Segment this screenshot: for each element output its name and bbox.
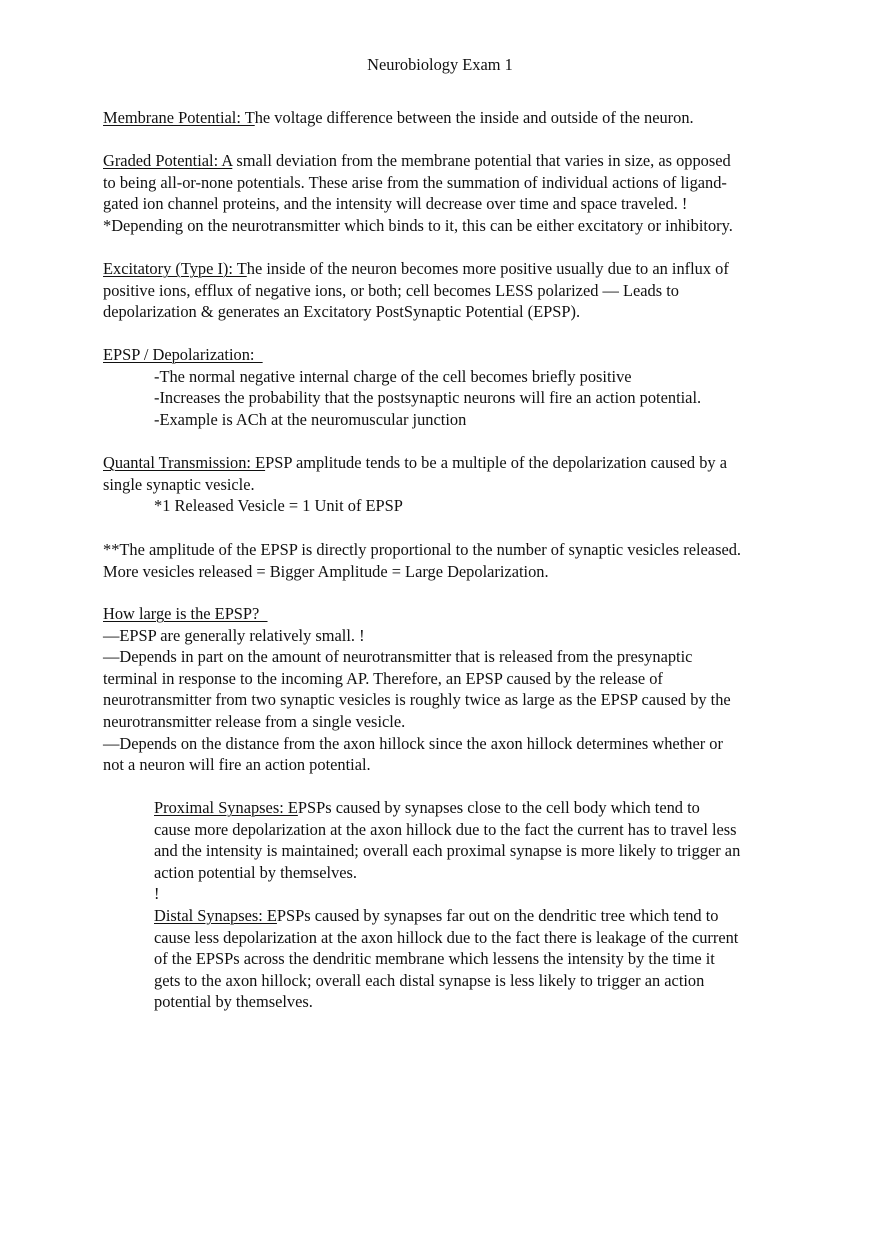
list-item: -Increases the probability that the postsynaptic neurons will fire an action potential. [154, 388, 702, 408]
quantal-text: PSP amplitude tends to be a multiple of the depolarization caused by a [265, 453, 727, 472]
proximal-text: PSPs caused by synapses close to the cell body which tend to [297, 798, 700, 817]
graded-potential-line [103, 150, 793, 172]
quantal-line [103, 452, 793, 474]
how-large-heading-line [103, 603, 793, 625]
text-line: neurotransmitter release from a single vesicle. [103, 711, 406, 731]
membrane-potential-line [103, 107, 793, 129]
text-line: positive ions, efflux of negative ions, or both; cell becomes LESS polarized — Leads to [103, 280, 679, 300]
text-line: gated ion channel proteins, and the intensity will decrease over time and space traveled. ! [103, 194, 688, 214]
proximal-term: Proximal Synapses: E [154, 798, 298, 817]
membrane-potential-section [103, 107, 793, 129]
text-line: potential by themselves. [154, 992, 313, 1012]
text-line: More vesicles released = Bigger Amplitude = Large Depolarization. [103, 561, 549, 581]
text-line: terminal in response to the incoming AP. Therefore, an EPSP caused by the release of [103, 668, 663, 688]
text-line: —Depends in part on the amount of neurotransmitter that is released from the presynaptic [103, 647, 693, 667]
proximal-line [154, 797, 779, 819]
text-line: *Depending on the neurotransmitter which binds to it, this can be either excitatory or inhibitory. [103, 215, 733, 235]
text-line: to being all-or-none potentials. These arise from the summation of individual actions of ligand- [103, 172, 727, 192]
epsp-section [103, 344, 793, 430]
list-item: -Example is ACh at the neuromuscular junction [154, 409, 467, 429]
text-line: and the intensity is maintained; overall each proximal synapse is more likely to trigger an [154, 841, 741, 861]
proximal-section [154, 797, 779, 905]
text-line: **The amplitude of the EPSP is directly proportional to the number of synaptic vesicles released. [103, 540, 742, 559]
text-line: —EPSP are generally relatively small. ! [103, 625, 365, 645]
epsp-heading: EPSP / Depolarization: [103, 345, 263, 364]
distal-term: Distal Synapses: E [154, 906, 277, 925]
text-line: not a neuron will fire an action potential. [103, 755, 371, 775]
distal-text: PSPs caused by synapses far out on the dendritic tree which tend to [276, 906, 719, 925]
text-line: single synaptic vesicle. [103, 474, 255, 494]
text-line: action potential by themselves. [154, 862, 358, 882]
how-large-section [103, 603, 793, 776]
amplitude-section [103, 539, 793, 582]
graded-potential-term: Graded Potential: A [103, 151, 233, 170]
text-line: cause less depolarization at the axon hillock due to the fact there is leakage of the current [154, 927, 739, 947]
graded-potential-section [103, 150, 793, 236]
text-line: ! [154, 884, 160, 904]
quantal-section [103, 452, 793, 517]
epsp-heading-line [103, 344, 793, 366]
how-large-heading: How large is the EPSP? [103, 604, 268, 623]
text-line: —Depends on the distance from the axon hillock since the axon hillock determines whether or [103, 733, 723, 753]
excitatory-section [103, 258, 793, 323]
text-line: neurotransmitter from two synaptic vesicles is roughly twice as large as the EPSP caused by the [103, 690, 731, 710]
membrane-potential-text: he voltage difference between the inside and outside of the neuron. [254, 108, 694, 127]
graded-potential-text: small deviation from the membrane potential that varies in size, as opposed [232, 151, 731, 170]
distal-line [154, 905, 779, 927]
excitatory-term: Excitatory (Type I): T [103, 259, 247, 278]
text-line: of the EPSPs across the dendritic membrane which lessens the intensity by the time it [154, 949, 715, 969]
text-line: gets to the axon hillock; overall each distal synapse is less likely to trigger an action [154, 970, 705, 990]
quantal-note: *1 Released Vesicle = 1 Unit of EPSP [154, 496, 403, 516]
excitatory-text: he inside of the neuron becomes more positive usually due to an influx of [246, 259, 729, 278]
text-line: depolarization & generates an Excitatory PostSynaptic Potential (EPSP). [103, 302, 581, 322]
membrane-potential-term: Membrane Potential: T [103, 108, 255, 127]
text-line: cause more depolarization at the axon hillock due to the fact the current has to travel less [154, 819, 737, 839]
list-item: -The normal negative internal charge of the cell becomes briefly positive [154, 366, 632, 386]
excitatory-line [103, 258, 793, 280]
page-title: Neurobiology Exam 1 [367, 55, 513, 74]
quantal-term: Quantal Transmission: E [103, 453, 266, 472]
distal-section [154, 905, 779, 1013]
